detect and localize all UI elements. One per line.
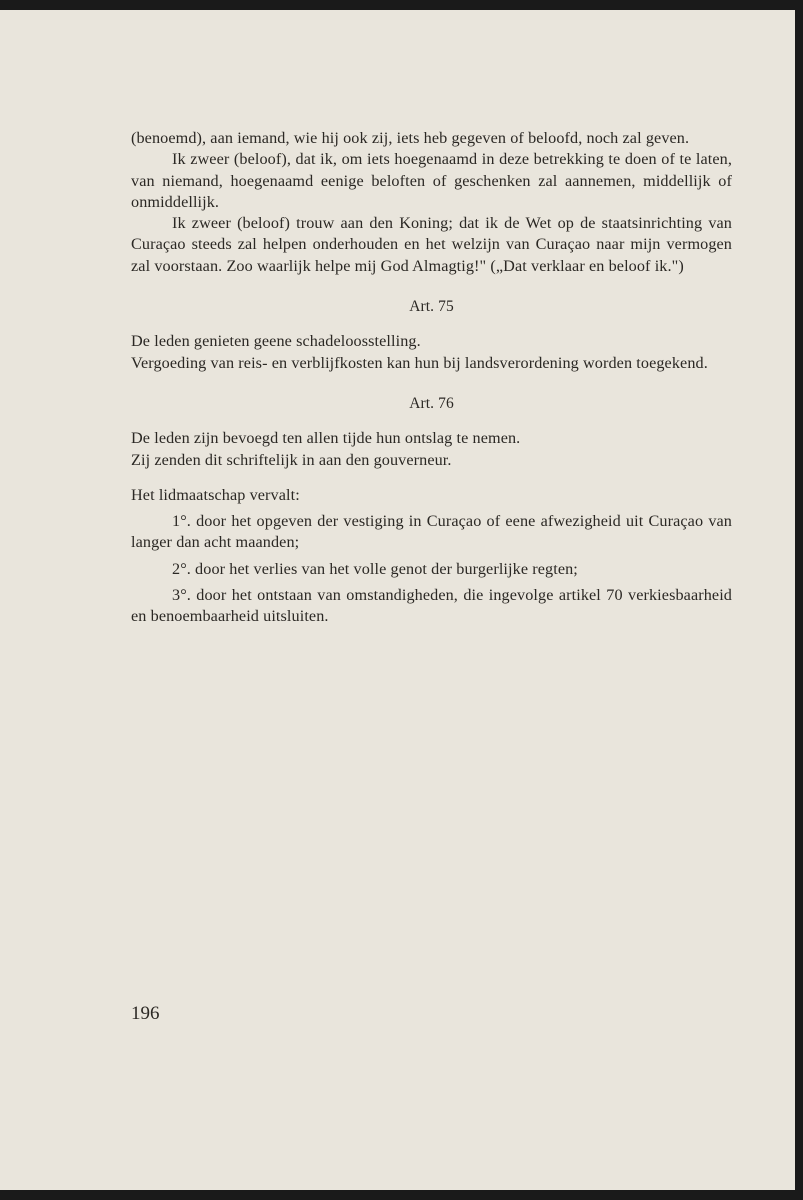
article-76-item-3: 3°. door het ontstaan van omstandigheden, die ingevolge artikel 70 verkiesbaarheid en benoembaarheid uitsluiten. bbox=[131, 586, 732, 626]
article-76-paragraph-1: De leden zijn bevoegd ten allen tijde hun ontslag te nemen. bbox=[131, 429, 521, 448]
article-75-heading: Art. 75 bbox=[409, 298, 454, 316]
article-75-paragraph-1: De leden genieten geene schadeloosstelling. bbox=[131, 332, 421, 351]
oath-paragraph-1: (benoemd), aan iemand, wie hij ook zij, iets heb gegeven of beloofd, noch zal geven. bbox=[131, 129, 690, 147]
article-76-item-2: 2°. door het verlies van het volle genot der burgerlijke regten; bbox=[172, 559, 578, 578]
article-76-paragraph-3: Het lidmaatschap vervalt: bbox=[131, 485, 300, 504]
page-number: 196 bbox=[131, 1003, 160, 1024]
oath-paragraph-2: Ik zweer (beloof), dat ik, om iets hoegenaamd in deze betrekking te doen of te laten, van niemand, hoegenaamd eenige beloften of geschenken zal aannemen, middellijk of onmiddellijk. bbox=[131, 150, 732, 211]
article-76-item-1: 1°. door het opgeven der vestiging in Curaçao of eene afwezigheid uit Curaçao van langer dan acht maanden; bbox=[131, 512, 732, 552]
oath-paragraph-3: Ik zweer (beloof) trouw aan den Koning; dat ik de Wet op de staatsinrichting van Curaçao steeds zal helpen onderhouden en het welzijn van Curaçao naar mijn vermogen zal voorstaan. Zoo waarlijk helpe mij God Almagtig!" („Dat verklaar en beloof ik.") bbox=[131, 214, 732, 275]
article-76-heading: Art. 76 bbox=[409, 394, 454, 412]
article-75-paragraph-2: Vergoeding van reis- en verblijfkosten kan hun bij landsverordening worden toegekend. bbox=[131, 353, 708, 372]
body-text bbox=[131, 128, 732, 628]
article-76-paragraph-2: Zij zenden dit schriftelijk in aan den gouverneur. bbox=[131, 450, 452, 469]
document-page bbox=[0, 10, 795, 1190]
